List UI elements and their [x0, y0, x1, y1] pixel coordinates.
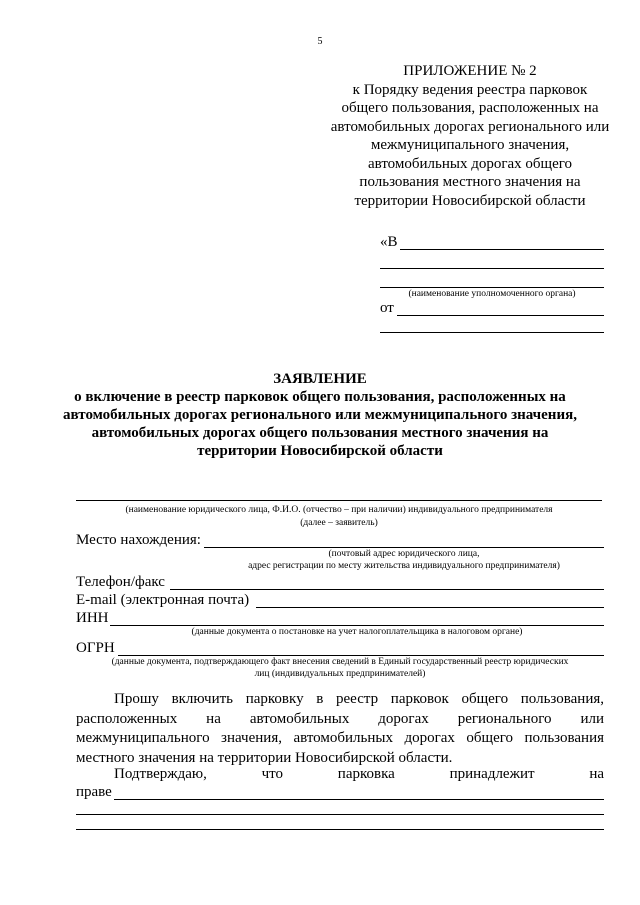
right-line-3[interactable] — [76, 829, 604, 830]
statement-title: ЗАЯВЛЕНИЕ — [273, 371, 367, 387]
ogrn-line[interactable] — [118, 655, 604, 656]
location-caption-2: адрес регистрации по месту жительства индивидуального предпринимателя) — [248, 561, 560, 571]
applicant-caption-1: (наименование юридического лица, Ф.И.О. (отчество – при наличии) индивидуального предпринимателя — [125, 505, 553, 515]
location-line[interactable] — [204, 547, 604, 548]
authority-line-2[interactable] — [380, 268, 604, 269]
request-paragraph: Прошу включить парковку в реестр парковок общего пользования, расположенных на автомобильных дорогах регионального или межмуниципального значения, автомобильных дорогах общего пользования местного значения на территории Новосибирской области. — [76, 691, 604, 766]
page-number: 5 — [317, 36, 323, 47]
statement-subtitle: о включение в реестр парковок общего пользования, расположенных на автомобильных дорогах регионального или межмуниципального значения, автомобильных дорогах общего пользования местного значения на территории Новосибирской области — [63, 389, 577, 459]
ogrn-caption-1: (данные документа, подтверждающего факт внесения сведений в Единый государственный реестр юридических — [111, 657, 569, 667]
ogrn-caption-2: лиц (индивидуальных предпринимателей) — [254, 669, 426, 679]
confirm-word-5: на — [589, 766, 604, 782]
inn-line[interactable] — [110, 625, 604, 626]
from-line-2[interactable] — [380, 332, 604, 333]
confirm-word-2: что — [261, 766, 284, 782]
appendix-title: ПРИЛОЖЕНИЕ № 2 — [403, 63, 537, 79]
location-label: Место нахождения: — [76, 532, 201, 548]
phone-label: Телефон/факс — [76, 574, 165, 590]
confirm-word-4: принадлежит — [449, 766, 535, 782]
to-label: «В — [380, 234, 398, 250]
right-line-2[interactable] — [76, 814, 604, 815]
appendix-text: к Порядку ведения реестра парковок общего пользования, расположенных на автомобильных дорогах регионального или межмуниципального значения, автомобильных дорогах общего пользования местного значения на территории Новосибирской области — [330, 81, 610, 209]
authority-caption: (наименование уполномоченного органа) — [408, 289, 576, 299]
authority-line-1[interactable] — [400, 249, 604, 250]
inn-label: ИНН — [76, 610, 109, 626]
confirm-word-3: парковка — [337, 766, 395, 782]
location-caption-1: (почтовый адрес юридического лица, — [328, 549, 480, 559]
email-label: E-mail (электронная почта) — [76, 592, 250, 608]
appendix-block — [330, 62, 610, 210]
from-line-1[interactable] — [397, 315, 604, 316]
applicant-caption-2: (далее – заявитель) — [300, 518, 378, 528]
ogrn-label: ОГРН — [76, 640, 115, 656]
confirm-word-1: Подтверждаю, — [114, 766, 207, 782]
applicant-line[interactable] — [76, 500, 602, 501]
statement-heading — [60, 370, 580, 460]
authority-line-3[interactable] — [380, 287, 604, 288]
right-label: праве — [76, 784, 112, 800]
phone-line[interactable] — [170, 589, 604, 590]
confirm-line — [114, 766, 604, 783]
email-line[interactable] — [256, 607, 604, 608]
right-line-1[interactable] — [114, 799, 604, 800]
inn-caption: (данные документа о постановке на учет налогоплательщика в налоговом органе) — [191, 627, 523, 637]
from-label: от — [380, 300, 394, 316]
